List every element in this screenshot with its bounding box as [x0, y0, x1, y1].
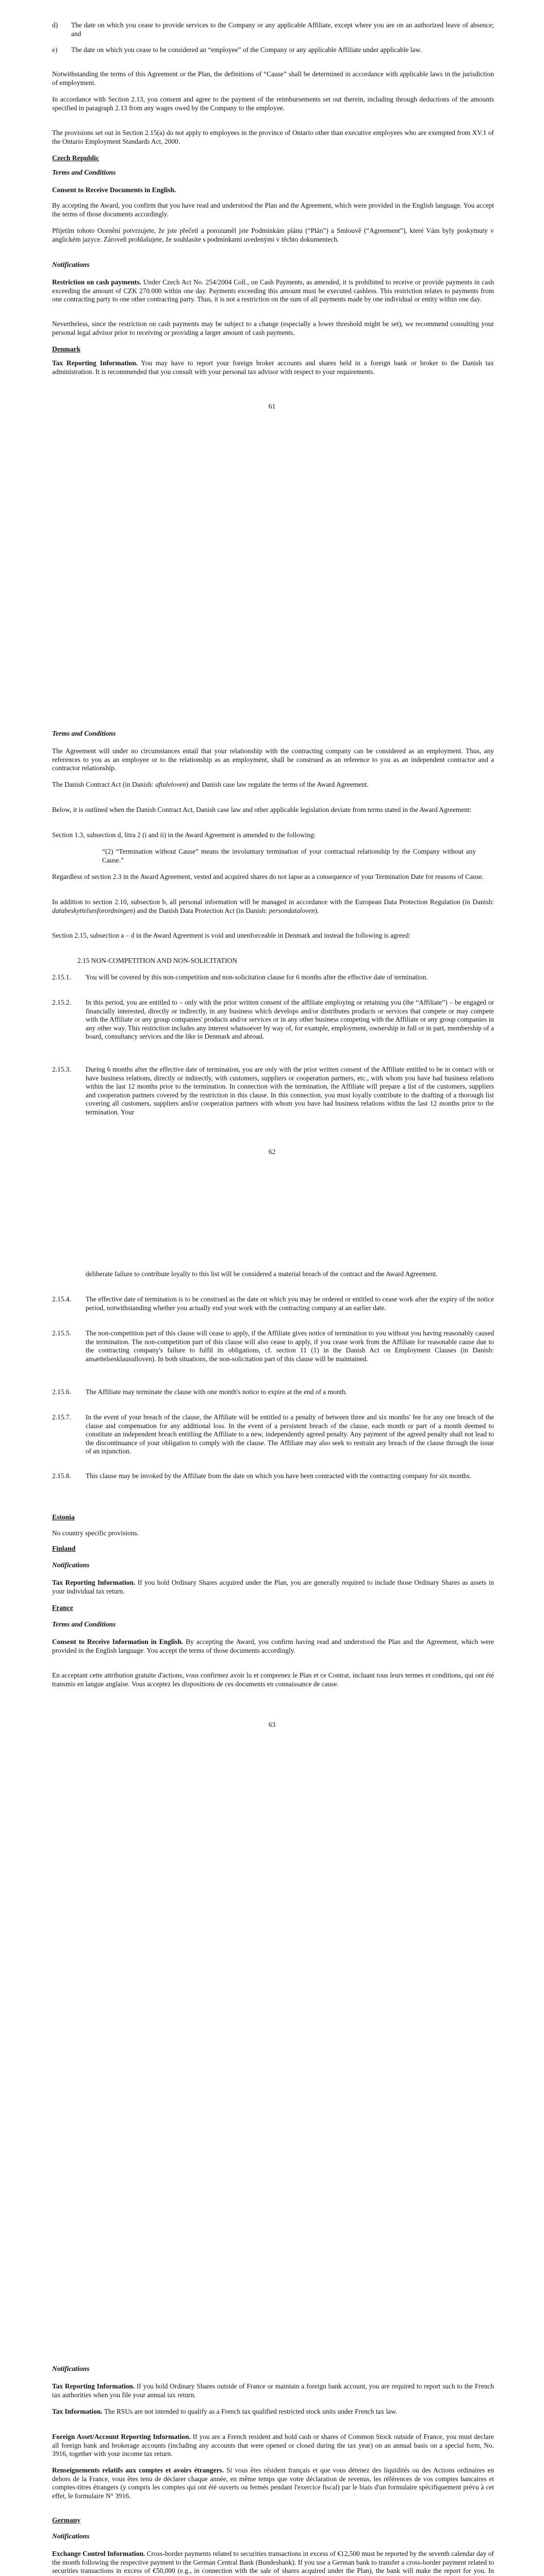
- termination-quote: “(2) “Termination without Cause” means the involuntary termination of your contractual relationship by the Company without any Cause.”: [102, 848, 476, 864]
- contract-act-text-a: The Danish Contract Act (in Danish:: [52, 781, 156, 788]
- france-tax-paragraph: [52, 2382, 494, 2399]
- cause-paragraph: Notwithstanding the terms of this Agreement or the Plan, the definitions of “Cause” shall be determined in accordance with applicable laws in the jurisdiction of employment.: [52, 70, 494, 87]
- france-consent-title: Consent to Receive Information in English.: [52, 1638, 184, 1646]
- denmark-tax-text: You may have to report your foreign broker accounts and shares held in a foreign bank or broker to the Danish tax administration. It is recommended that you consult with your personal tax advisor with respect to your requirements.: [52, 359, 494, 376]
- item-e-text: The date on which you cease to be considered an “employee” of the Company or any applicable Affiliate under applicable law.: [71, 46, 422, 54]
- item-e-label: e): [52, 46, 58, 54]
- consent-text: By accepting the Award, you confirm that you have read and understood the Plan and the Agreement, which were provided in the English language. You accept the terms of those documents accordingly.: [52, 201, 494, 218]
- dp-term-1: databeskyttelsesforordningen: [52, 906, 133, 914]
- france-consent-paragraph: [52, 1638, 494, 1655]
- consent-title: Consent to Receive Documents in English.: [52, 186, 176, 194]
- restriction-paragraph: [52, 278, 494, 304]
- clause-2-15-4: The effective date of termination is to be construed as the date on which you may be ordered or entitled to cease work after the expiry of the notice period, notwithstanding whether you actually end your work with the contracting company at an earlier date.: [86, 1295, 494, 1312]
- clause-2-15-4-number: 2.15.4.: [52, 1295, 71, 1303]
- estonia-heading: Estonia: [52, 1513, 75, 1521]
- germany-exchange-title: Exchange Control Information.: [52, 2550, 145, 2557]
- czech-heading: Czech Republic: [52, 154, 99, 162]
- clause-2-15-3: During 6 months after the effective date of termination, you are only with the prior written consent of the Affiliate entitled to be in contact with or have business relations, directly or indirectly, with customers, suppliers or cooperation partners, etc., with whom you have had business relations within the last 12 months prior to the termination. In connection with the termination, the Affiliate will prepare a list of the customers, suppliers and cooperation partners covered by the restriction in this clause. In this connection, you must loyally contribute to the drafting of a thorough list covering all customers, suppliers and/or cooperation partners with whom you have had business relations within the last 12 months prior to the termination. Your: [86, 1065, 494, 1116]
- estonia-text: No country specific provisions.: [52, 1529, 139, 1537]
- clause-2-15-3-number: 2.15.3.: [52, 1065, 71, 1073]
- item-d-text: The date on which you cease to provide services to the Company or any applicable Affiliate, except where you are on an authorized leave of absence; and: [71, 21, 494, 38]
- denmark-terms-heading: Terms and Conditions: [52, 730, 116, 737]
- clause-2-15-8: This clause may be invoked by the Affiliate from the date on which you have been contracted with the contracting company for six months.: [86, 1472, 471, 1480]
- clause-2-15-3-continued: deliberate failure to contribute loyally to this list will be considered a material breach of the contract and the Award Agreement.: [86, 1270, 438, 1278]
- clause-2-15-8-number: 2.15.8.: [52, 1472, 71, 1480]
- finland-notifications-heading: Notifications: [52, 1561, 90, 1569]
- france-taxinfo-paragraph: [52, 2408, 494, 2416]
- denmark-tax-paragraph: [52, 359, 494, 376]
- french-foreign-text: Si vous êtes résident français et que vous détenez des liquidités ou des Actions ordinaires en dehors de la France, vous êtes tenu de déclarer chaque année, en même temps que votre déclaration de revenus, les références de vos comptes bancaires et comptes-titres étrangers (y compris les comptes qui ont été ouverts ou fermés pendant l'exercice fiscal) par le biais d'un formulaire spécifiquement prévu à cet effet, le formulaire N° 3916.: [52, 2466, 494, 2500]
- amendment-paragraph: Section 1.3, subsection d, litra 2 (i and ii) in the Award Agreement is amended to the following:: [52, 831, 316, 839]
- contract-act-text-b: ) and Danish case law regulate the terms of the Award Agreement.: [186, 781, 369, 788]
- germany-notifications-heading: Notifications: [52, 2532, 90, 2540]
- france-terms-heading: Terms and Conditions: [52, 1620, 116, 1628]
- france-consent-french: En acceptant cette attribution gratuite d'actions, vous confirmez avoir lu et comprenez le Plan et ce Contrat, incluant tous leurs termes et conditions, qui ont été transmis en langue anglaise. Vous acceptez les dispositions de ces documents en connaissance de cause.: [52, 1671, 494, 1688]
- dp-text-a: In addition to section 2.10, subsection b, all personal information will be managed in accordance with the European Data Protection Regulation (in Danish:: [52, 898, 494, 906]
- dp-text-c: ).: [315, 906, 319, 914]
- denmark-tax-title: Tax Reporting Information.: [52, 359, 138, 367]
- page-number: 61: [268, 402, 276, 410]
- clause-2-15-2: In this period, you are entitled to – only with the prior written consent of the affiliate employing or retaining you (the “Affiliate”) – be engaged or financially interested, directly or indirectly, in any business which develops and/or distributes products or services that compete or may compete with the Affiliate or any group companies' products and/or services or in any other business competing with the Affiliate or any group companies in any other way. This restriction includes any interest whatsoever by way of, for example, employment, ownership in full or in part, membership of a board, consultancy services and the like in Denmark and abroad.: [86, 998, 494, 1040]
- clause-2-15-7: In the event of your breach of the clause, the Affiliate will be entitled to a penalty of between three and six months' fee for any one breach of the clause and compensation for any additional loss. In the event of a persistent breach of the clause, each month or part of a month deemed to constitute an independent breach entitling the Affiliate to a new, independently agreed penalty. Any payment of the agreed penalty shall not lead to the discontinuance of your obligation to comply with the clause. The Affiliate may also seek to restrain any breach of the clause through the issue of an injunction.: [86, 1413, 494, 1455]
- page-61: [0, 0, 544, 629]
- dp-text-b: ) and the Danish Data Protection Act (in Danish:: [133, 906, 269, 914]
- non-compete-title: 2.15 NON-COMPETITION AND NON-SOLICITATION: [77, 957, 237, 964]
- finland-heading: Finland: [52, 1545, 76, 1552]
- page-number: 63: [268, 1721, 276, 1728]
- ontario-paragraph: The provisions set out in Section 2.15(a) do not apply to employees in the province of Ontario other than executive employees who are exempted from XV.1 of the Ontario Employment Standards Act, 2000.: [52, 129, 494, 145]
- foreign-asset-text: If you are a French resident and hold cash or shares of Common Stock outside of France, you must declare all foreign bank and brokerage accounts (including any accounts that were opened or closed during the tax year) on an annual basis on a special form, No. 3916, together with your income tax return.: [52, 2433, 494, 2458]
- germany-exchange-text: Cross-border payments related to securities transactions in excess of €12,500 must be reported by the seventh calendar day of the month following the respective payment to the German Central Bank (Bundesbank). If you use a German bank to transfer a cross-border payment related to securities transactions in excess of €50,000 (e.g., in connection with the sale of shares acquired under the Plan), the bank will make the report for you. In: [52, 2550, 494, 2574]
- reimbursement-paragraph: In accordance with Section 2.13, you consent and agree to the payment of the reimbursements set out therein, including through deductions of the amounts specified in paragraph 2.13 from any wages owed by the Company to the employee.: [52, 95, 494, 112]
- denmark-heading: Denmark: [52, 345, 81, 353]
- item-d-label: d): [52, 21, 58, 29]
- deviation-paragraph: Below, it is outlined when the Danish Contract Act, Danish case law and other applicable legislation deviate from terms stated in the Award Agreement:: [52, 806, 472, 814]
- page-number: 62: [268, 1148, 276, 1156]
- france-tax-text: If you hold Ordinary Shares outside of France or maintain a foreign bank account, you are required to report such to the French tax authorities when you file your annual tax return.: [52, 2382, 494, 2399]
- clause-2-15-1: You will be covered by this non-competition and non-solicitation clause for 6 months after the effective date of termination.: [86, 973, 428, 981]
- czech-language-text: Přijetím tohoto Ocenění potvrzujete, že jste přečetl a porozuměl jste Podmínkám plánu (“Plán”) a Smlouvě (“Agreement”), které Vám byly poskytnuty v anglickém jazyce. Zároveň prohlašujete, že souhlasíte s podmínkami uvedenými v těchto dokumentech.: [52, 227, 494, 243]
- germany-exchange-paragraph: [52, 2550, 494, 2576]
- finland-tax-paragraph: [52, 1579, 494, 1596]
- french-foreign-paragraph: [52, 2466, 494, 2500]
- restriction-followup: Nevertheless, since the restriction on cash payments may be subject to a change (especially a lower threshold might be set), we recommend consulting your personal legal advisor prior to receiving or providing a larger amount of cash payments.: [52, 320, 494, 336]
- foreign-asset-paragraph: [52, 2433, 494, 2459]
- clause-2-15-7-number: 2.15.7.: [52, 1413, 71, 1421]
- france-heading: France: [52, 1604, 73, 1612]
- restriction-text: Under Czech Act No. 254/2004 Coll., on Cash Payments, as amended, it is prohibited to receive or provide payments in cash exceeding the amount of CZK 270.000 within one day. Payments exceeding this amount must be executed cashless. This restriction relates to payments from one contracting party to one other contracting party. Thus, it is not a restriction on the sum of all payments made by one individual or entity within one day.: [52, 278, 494, 303]
- france-consent-text: By accepting the Award, you confirm having read and understood the Plan and the Agreement, which were provided in the English language. You accept the terms of those documents accordingly.: [52, 1638, 494, 1654]
- contractor-paragraph: The Agreement will under no circumstances entail that your relationship with the contracting company can be considered as an employment. Thus, any references to you as an employee or to the relationship as an employment, shall be construed as an reference to you as an independent contractor and a contractor relationship.: [52, 747, 494, 772]
- contract-act-term: aftaleloven: [155, 781, 186, 788]
- clause-2-15-5: The non-competition part of this clause will cease to apply, if the Affiliate gives notice of termination to you without you having reasonably caused the termination. The non-competition part of this clause will also cease to apply, if you cease work from the Affiliate for reasonable cause due to the contracting company's failure to fulfil its obligations, cf. section 11 (1) in the Danish Act on Employment Clauses (in Danish: ansættelsesklausulloven). In both situations, the non-solicitation part of this clause will be maintained.: [86, 1329, 494, 1363]
- france-notifications-heading: Notifications: [52, 2365, 90, 2372]
- dp-term-2: persondataloven: [269, 906, 315, 914]
- clause-2-15-1-number: 2.15.1.: [52, 973, 71, 981]
- france-taxinfo-title: Tax Information.: [52, 2408, 103, 2415]
- france-tax-title: Tax Reporting Information.: [52, 2382, 135, 2390]
- france-taxinfo-text: The RSUs are not intended to qualify as a French tax qualified restricted stock units under French tax law.: [104, 2408, 398, 2415]
- contract-act-paragraph: [52, 781, 494, 789]
- french-foreign-title: Renseignements relatifs aux comptes et avoirs étrangers.: [52, 2466, 224, 2474]
- germany-heading: Germany: [52, 2516, 81, 2524]
- clause-2-15-5-number: 2.15.5.: [52, 1329, 71, 1337]
- foreign-asset-title: Foreign Asset/Account Reporting Information.: [52, 2433, 191, 2441]
- clause-2-15-2-number: 2.15.2.: [52, 998, 71, 1006]
- czech-notifications-heading: Notifications: [52, 261, 90, 268]
- finland-tax-text: If you hold Ordinary Shares acquired under the Plan, you are generally required to include those Ordinary Shares as assets in your individual tax return.: [52, 1579, 494, 1595]
- finland-tax-title: Tax Reporting Information.: [52, 1579, 136, 1586]
- restriction-title: Restriction on cash payments.: [52, 278, 141, 286]
- clause-2-15-6: The Affiliate may terminate the clause with one month's notice to expire at the end of a month.: [86, 1388, 348, 1396]
- clause-2-15-6-number: 2.15.6.: [52, 1388, 71, 1396]
- czech-terms-heading: Terms and Conditions: [52, 168, 116, 176]
- lapse-paragraph: Regardless of section 2.3 in the Award Agreement, vested and acquired shares do not lapse as a consequence of your Termination Date for reasons of Cause.: [52, 873, 484, 880]
- void-paragraph: Section 2.15, subsection a – d in the Award Agreement is void and unenforceable in Denmark and instead the following is agreed:: [52, 931, 411, 939]
- data-protection-paragraph: [52, 898, 494, 915]
